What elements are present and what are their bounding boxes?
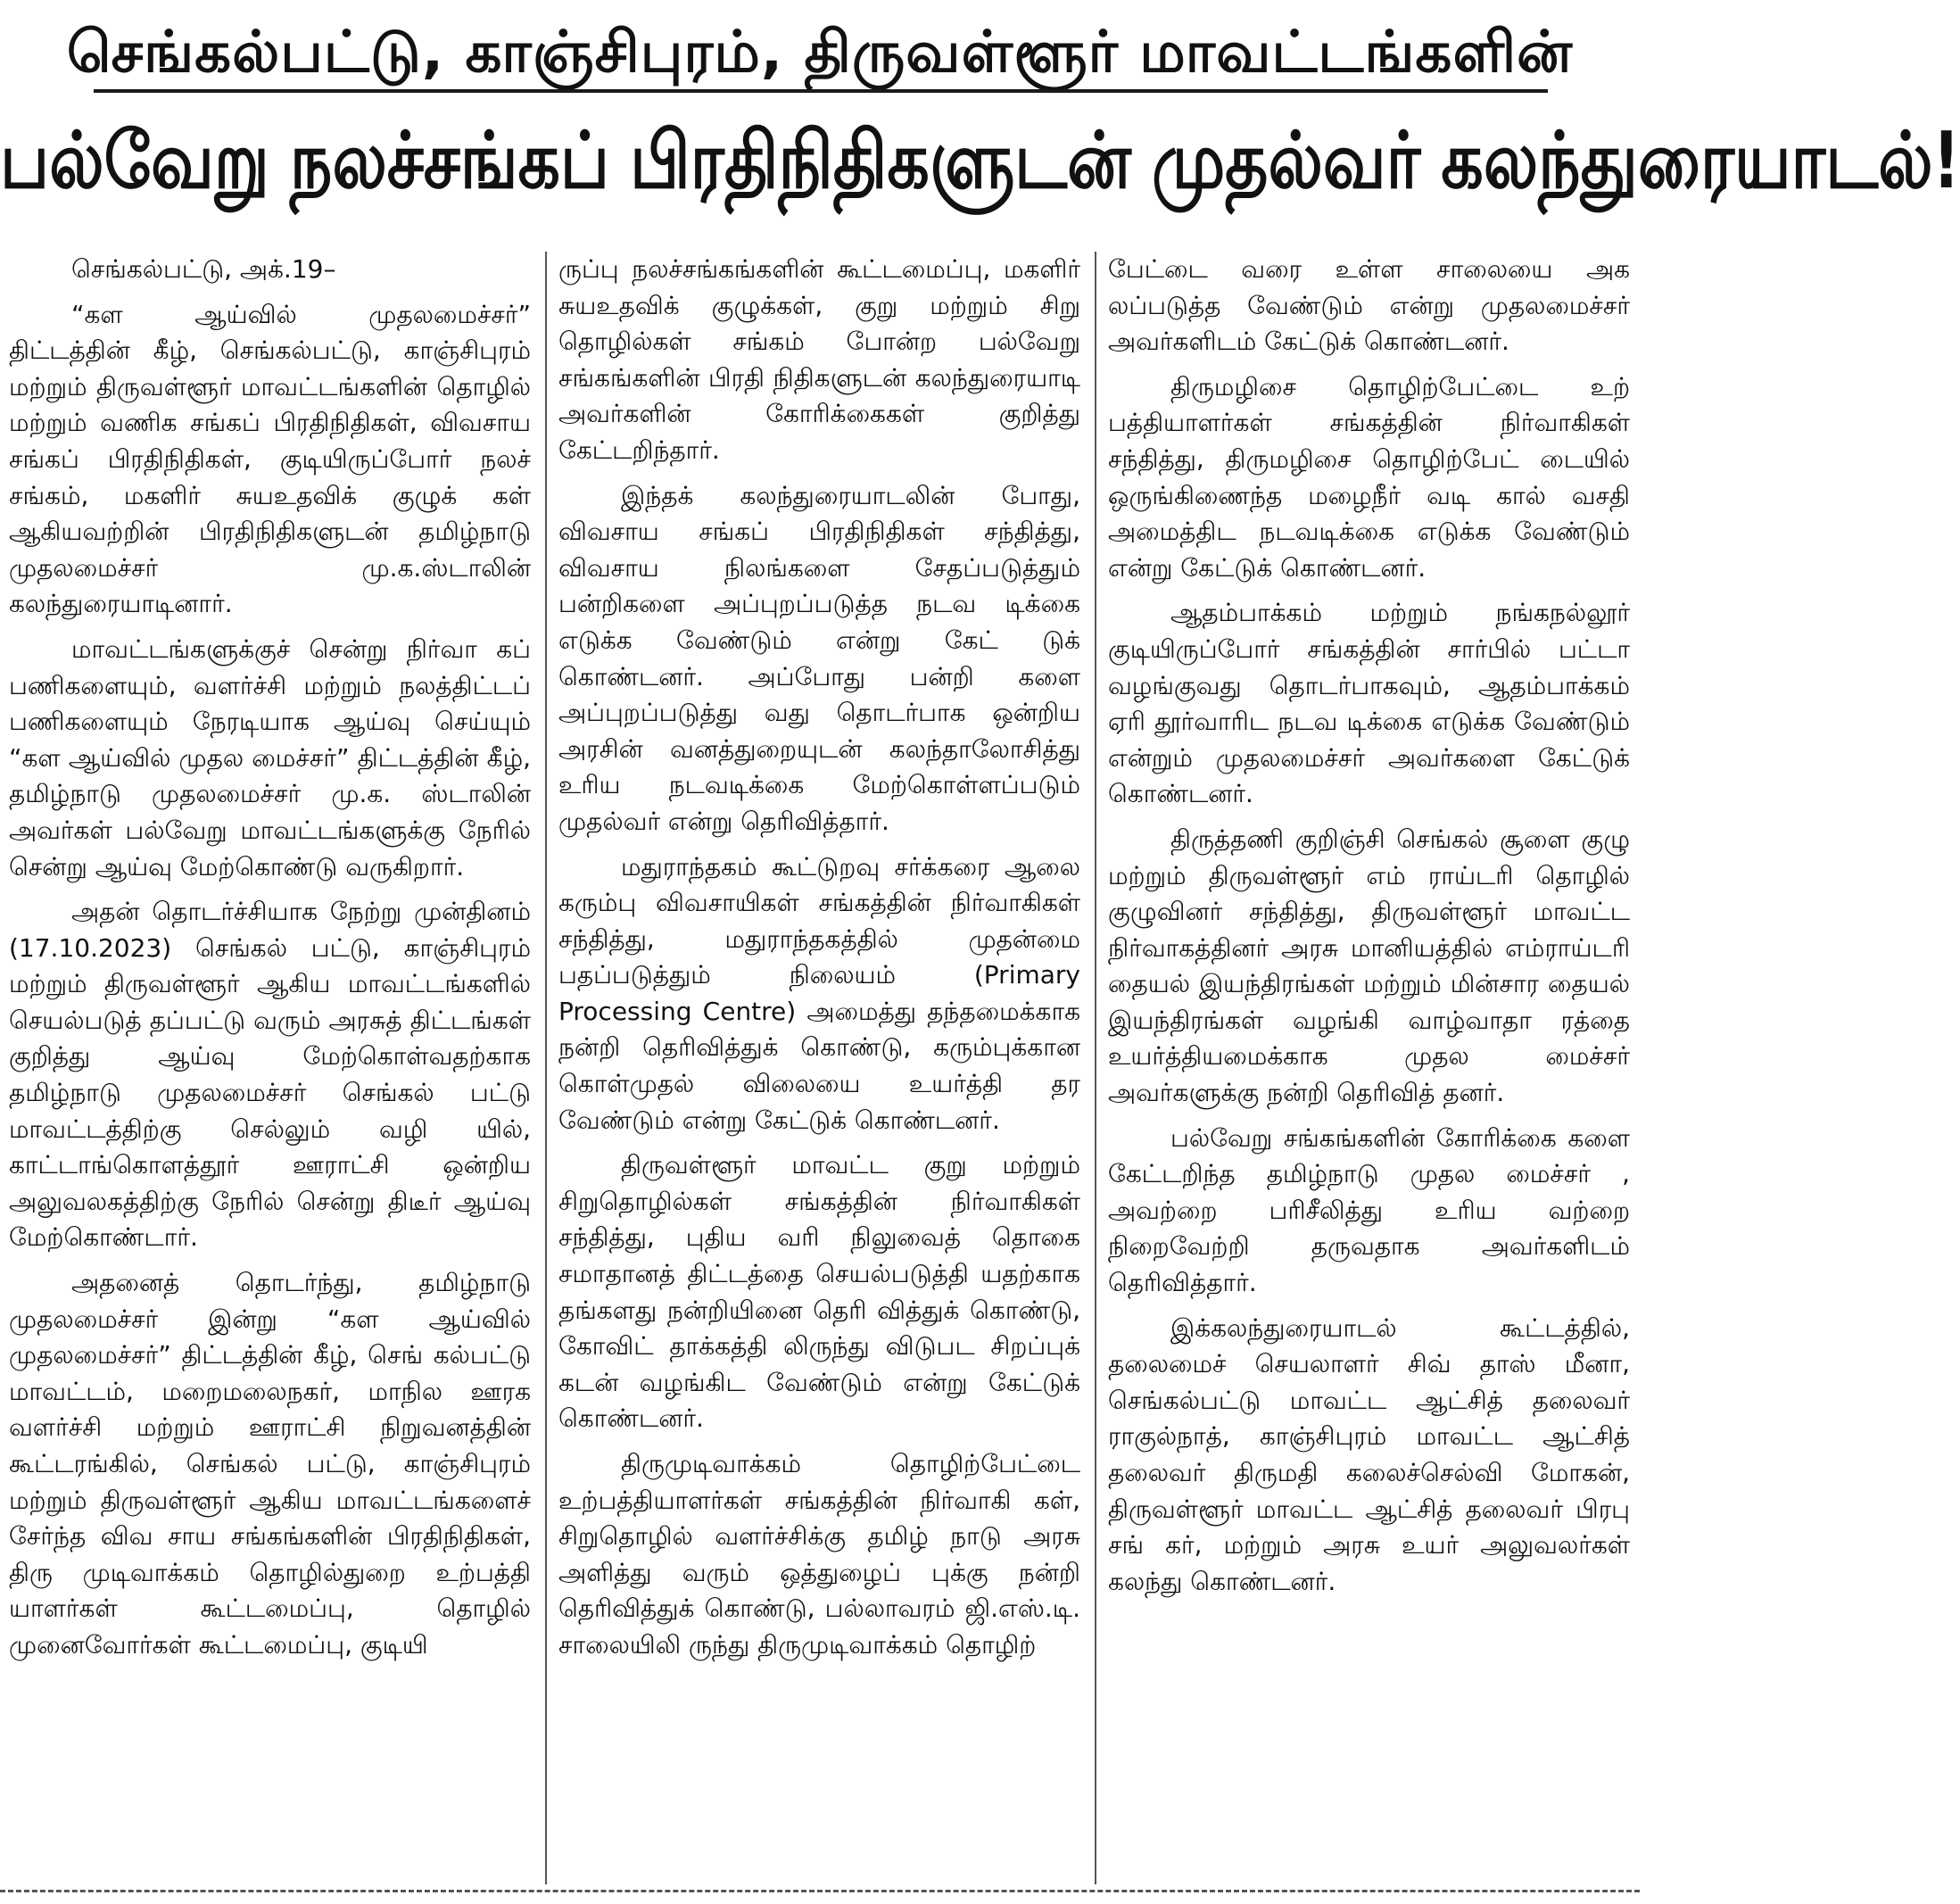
article-column-3 [1108, 252, 1630, 1884]
article-kicker: செங்கல்பட்டு, காஞ்சிபுரம், திருவள்ளூர் மாவட்டங்களின் [66, 20, 1574, 86]
paragraph: “கள ஆய்வில் முதலமைச்சர்” திட்டத்தின் கீழ், செங்கல்பட்டு, காஞ்சிபுரம் மற்றும் திருவள்ளூர் மாவட்டங்களின் தொழில் மற்றும் வணிக சங்கப் பிரதிநிதிகள், விவசாய சங்கப் பிரதிநிதிகள், குடியிருப்போர் நலச் சங்கம், மகளிர் சுயஉதவிக் குழுக் கள் ஆகியவற்றின் பிரதிநிதிகளுடன் தமிழ்நாடு முதலமைச்சர் மு.க.ஸ்டாலின் கலந்துரையாடினார். [9, 299, 531, 619]
paragraph: அதனைத் தொடர்ந்து, தமிழ்நாடு முதலமைச்சர் இன்று “கள ஆய்வில் முதலமைச்சர்” திட்டத்தின் கீழ், செங் கல்பட்டு மாவட்டம், மறைமலைநகர், மாநில ஊரக வளர்ச்சி மற்றும் ஊராட்சி நிறுவனத்தின் கூட்டரங்கில், செங்கல் பட்டு, காஞ்சிபுரம் மற்றும் திருவள்ளூர் ஆகிய மாவட்டங்களைச் சேர்ந்த விவ சாய சங்கங்களின் பிரதிநிதிகள், திரு முடிவாக்கம் தொழில்துறை உற்பத்தி யாளர்கள் கூட்டமைப்பு, தொழில் முனைவோர்கள் கூட்டமைப்பு, குடியி [9, 1268, 531, 1660]
paragraph: மதுராந்தகம் கூட்டுறவு சர்க்கரை ஆலை கரும்பு விவசாயிகள் சங்கத்தின் நிர்வாகிகள் சந்தித்து, மதுராந்தகத்தில் முதன்மை பதப்படுத்தும் நிலையம் (Primary Processing Centre) அமைத்து தந்தமைக்காக நன்றி தெரிவித்துக் கொண்டு, கரும்புக்கான கொள்முதல் விலையை உயர்த்தி தர வேண்டும் என்று கேட்டுக் கொண்டனர். [558, 851, 1080, 1135]
paragraph: திருவள்ளூர் மாவட்ட குறு மற்றும் சிறுதொழில்கள் சங்கத்தின் நிர்வாகிகள் சந்தித்து, புதிய வரி நிலுவைத் தொகை சமாதானத் திட்டத்தை செயல்படுத்தி யதற்காக தங்களது நன்றியினை தெரி வித்துக் கொண்டு, கோவிட் தாக்கத்தி லிருந்து விடுபட சிறப்புக் கடன் வழங்கிட வேண்டும் என்று கேட்டுக் கொண்டனர். [558, 1150, 1080, 1434]
paragraph: திருத்தணி குறிஞ்சி செங்கல் சூளை குழு மற்றும் திருவள்ளூர் எம் ராய்டரி தொழில் குழுவினர் சந்தித்து, திருவள்ளூர் மாவட்ட நிர்வாகத்தினர் அரசு மானியத்தில் எம்ராய்டரி தையல் இயந்திரங்கள் மற்றும் மின்சார தையல் இயந்திரங்கள் வழங்கி வாழ்வாதா ரத்தை உயர்த்தியமைக்காக முதல மைச்சர் அவர்களுக்கு நன்றி தெரிவித் தனர். [1108, 824, 1630, 1108]
column-divider [1095, 252, 1096, 1884]
paragraph: மாவட்டங்களுக்குச் சென்று நிர்வா கப் பணிகளையும், வளர்ச்சி மற்றும் நலத்திட்டப் பணிகளையும் நேரடியாக ஆய்வு செய்யும் “கள ஆய்வில் முதல மைச்சர்” திட்டத்தின் கீழ், தமிழ்நாடு முதலமைச்சர் மு.க. ஸ்டாலின் அவர்கள் பல்வேறு மாவட்டங்களுக்கு நேரில் சென்று ஆய்வு மேற்கொண்டு வருகிறார். [9, 633, 531, 882]
article-column-2 [558, 252, 1080, 1884]
paragraph: பல்வேறு சங்கங்களின் கோரிக்கை களை கேட்டறிந்த தமிழ்நாடு முதல மைச்சர் , அவற்றை பரிசீலித்து உரிய வற்றை நிறைவேற்றி தருவதாக அவர்களிடம் தெரிவித்தார். [1108, 1122, 1630, 1298]
article-headline: பல்வேறு நலச்சங்கப் பிரதிநிதிகளுடன் முதல்வர் கலந்துரையாடல்! [0, 116, 1960, 207]
paragraph: இந்தக் கலந்துரையாடலின் போது, விவசாய சங்கப் பிரதிநிதிகள் சந்தித்து, விவசாய நிலங்களை சேதப்படுத்தும் பன்றிகளை அப்புறப்படுத்த நடவ டிக்கை எடுக்க வேண்டும் என்று கேட் டுக் கொண்டனர். அப்போது பன்றி களை அப்புறப்படுத்து வது தொடர்பாக ஒன்றிய அரசின் வனத்துறையுடன் கலந்தாலோசித்து உரிய நடவடிக்கை மேற்கொள்ளப்படும் முதல்வர் என்று தெரிவித்தார். [558, 480, 1080, 836]
paragraph: ருப்பு நலச்சங்கங்களின் கூட்டமைப்பு, மகளிர் சுயஉதவிக் குழுக்கள், குறு மற்றும் சிறு தொழில்கள் சங்கம் போன்ற பல்வேறு சங்கங்களின் பிரதி நிதிகளுடன் கலந்துரையாடி அவர்களின் கோரிக்கைகள் குறித்து கேட்டறிந்தார். [558, 254, 1080, 465]
article-column-1 [9, 252, 531, 1884]
bottom-divider [0, 1890, 1640, 1892]
dateline: செங்கல்பட்டு, அக்.19– [71, 254, 336, 284]
kicker-divider [94, 89, 1548, 93]
paragraph: இக்கலந்துரையாடல் கூட்டத்தில், தலைமைச் செயலாளர் சிவ் தாஸ் மீனா, செங்கல்பட்டு மாவட்ட ஆட்சித் தலைவர் ராகுல்நாத், காஞ்சிபுரம் மாவட்ட ஆட்சித் தலைவர் திருமதி கலைச்செல்வி மோகன், திருவள்ளூர் மாவட்ட ஆட்சித் தலைவர் பிரபு சங் கர், மற்றும் அரசு உயர் அலுவலர்கள் கலந்து கொண்டனர். [1108, 1312, 1630, 1596]
paragraph: அதன் தொடர்ச்சியாக நேற்று முன்தினம் (17.10.2023) செங்கல் பட்டு, காஞ்சிபுரம் மற்றும் திருவள்ளூர் ஆகிய மாவட்டங்களில் செயல்படுத் தப்பட்டு வரும் அரசுத் திட்டங்கள் குறித்து ஆய்வு மேற்கொள்வதற்காக தமிழ்நாடு முதலமைச்சர் செங்கல் பட்டு மாவட்டத்திற்கு செல்லும் வழி யில், காட்டாங்கொளத்தூர் ஊராட்சி ஒன்றிய அலுவலகத்திற்கு நேரில் சென்று திடீர் ஆய்வு மேற்கொண்டார். [9, 897, 531, 1253]
paragraph: திருமுடிவாக்கம் தொழிற்பேட்டை உற்பத்தியாளர்கள் சங்கத்தின் நிர்வாகி கள், சிறுதொழில் வளர்ச்சிக்கு தமிழ் நாடு அரசு அளித்து வரும் ஒத்துழைப் புக்கு நன்றி தெரிவித்துக் கொண்டு, பல்லாவரம் ஜி.எஸ்.டி. சாலையிலி ருந்து திருமுடிவாக்கம் தொழிற் [558, 1449, 1080, 1660]
paragraph: திருமழிசை தொழிற்பேட்டை உற் பத்தியாளர்கள் சங்கத்தின் நிர்வாகிகள் சந்தித்து, திருமழிசை தொழிற்பேட் டையில் ஒருங்கிணைந்த மழைநீர் வடி கால் வசதி அமைத்திட நடவடிக்கை எடுக்க வேண்டும் என்று கேட்டுக் கொண்டனர். [1108, 371, 1630, 583]
column-divider [545, 252, 547, 1884]
paragraph: பேட்டை வரை உள்ள சாலையை அக லப்படுத்த வேண்டும் என்று முதலமைச்சர் அவர்களிடம் கேட்டுக் கொண்டனர். [1108, 254, 1630, 357]
paragraph: ஆதம்பாக்கம் மற்றும் நங்கநல்லூர் குடியிருப்போர் சங்கத்தின் சார்பில் பட்டா வழங்குவது தொடர்பாகவும், ஆதம்பாக்கம் ஏரி தூர்வாரிட நடவ டிக்கை எடுக்க வேண்டும் என்றும் முதலமைச்சர் அவர்களை கேட்டுக் கொண்டனர். [1108, 598, 1630, 809]
